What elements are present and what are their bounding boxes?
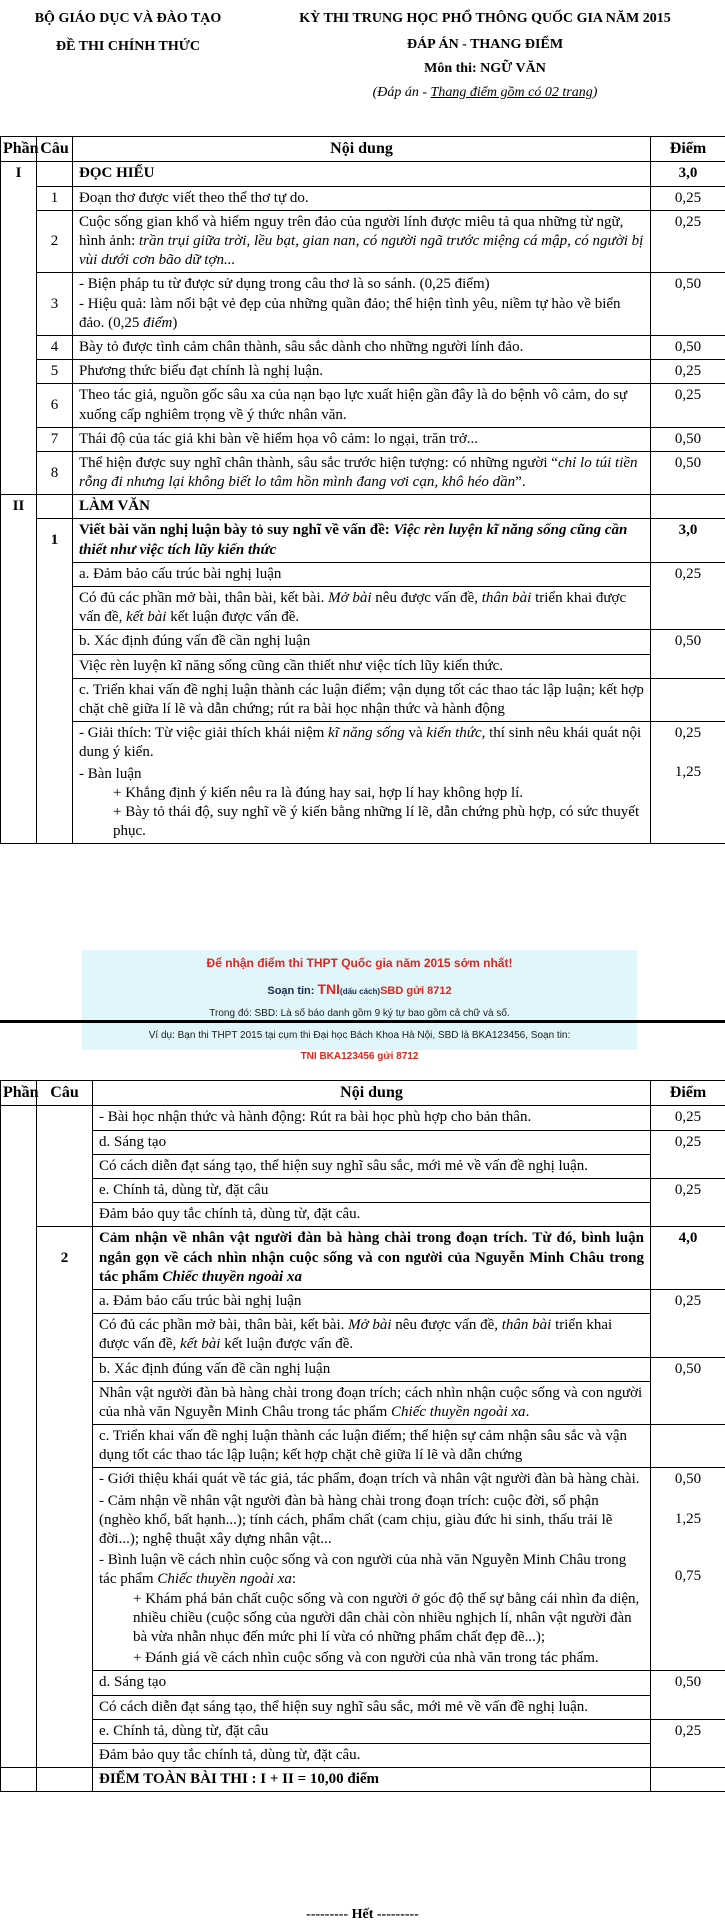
criterion-title: a. Đảm bảo cấu trúc bài nghị luận (93, 1289, 651, 1313)
table-row (1, 210, 725, 273)
table-row (1, 1227, 725, 1290)
promo-headline: Để nhận điểm thi THPT Quốc gia năm 2015 sớm nhất! (206, 956, 513, 970)
question-number: 1 (37, 519, 73, 562)
criterion-points: 0,25 (651, 1289, 725, 1313)
ministry-name: BỘ GIÁO DỤC VÀ ĐÀO TẠO (34, 11, 222, 26)
promo-example: Ví dụ: Bạn thi THPT 2015 tại cụm thi Đại học Bách Khoa Hà Nội, SBD là BKA123456, Soạn tin: (148, 1030, 571, 1042)
criterion-points: 0,25 (651, 1719, 725, 1743)
table-row (1, 1154, 725, 1178)
table-row (1, 519, 725, 562)
answer-points: 0,25 (651, 1106, 725, 1130)
criterion-body: Có cách diễn đạt sáng tạo, thể hiện suy nghĩ sâu sắc, mới mẻ về vấn đề nghị luận. (93, 1154, 651, 1178)
criterion-body: - Giới thiệu khái quát về tác giả, tác phẩm, đoạn trích và nhân vật người đàn bà hàng chài. - Cảm nhận về nhân vật người đàn bà hàng chài trong đoạn trích: cuộc đời, số phận (nghèo khổ, bất hạnh...); tính cách, phẩm chất (cam chịu, giàu đức hi sinh, thấu trải lẽ đời...); nghệ thuật xây dựng nhân vật... - Bình luận về cách nhìn cuộc sống và con người của nhà văn Nguyễn Minh Châu trong tác phẩm Chiếc thuyền ngoài xa: + Khám phá bản chất cuộc sống và con người ở góc độ thế sự bằng cái nhìn đa diện, nhiều chiều (cuộc sống của người dân chài còn nhiều nghịch lí, nhân vật người đàn bà vừa nhẫn nhục đến mức phi lí vừa có những phẩm chất đẹp đẽ...); + Đánh giá về cách nhìn cuộc sống và con người của nhà văn trong tác phẩm. (93, 1468, 651, 1671)
answer-title: ĐÁP ÁN - THANG ĐIỂM (406, 36, 564, 52)
question-number: 2 (37, 1227, 93, 1290)
question-number: 5 (37, 360, 73, 384)
criterion-body: - Giải thích: Từ việc giải thích khái niệm kĩ năng sống và kiến thức, thí sinh nêu khái quát nội dung ý kiến. - Bàn luận + Khẳng định ý kiến nêu ra là đúng hay sai, hợp lí hay không hợp lí. + Bày tỏ thái độ, suy nghĩ về ý kiến bằng những lí lẽ, dẫn chứng phù hợp, có sức thuyết phục. (73, 722, 651, 844)
part-points: 3,0 (651, 162, 725, 186)
part-title: ĐỌC HIỂU (73, 162, 651, 186)
question-number: 8 (37, 451, 73, 494)
criterion-points: 0,50 (651, 630, 725, 654)
question-number: 4 (37, 335, 73, 359)
criterion-points: 0,25 (651, 1179, 725, 1203)
criterion-body: Đảm bảo quy tắc chính tả, dùng từ, đặt câu. (93, 1203, 651, 1227)
answer-text: Thể hiện được suy nghĩ chân thành, sâu sắc trước hiện tượng: có những người “chỉ lo túi tiền rỗng đi nhưng lại không biết lo tâm hồn mình đang vơi cạn, khô héo dần”. (73, 451, 651, 494)
answer-text: Theo tác giả, nguồn gốc sâu xa của nạn bạo lực xuất hiện gần đây là do bệnh vô cảm, do sự xuống cấp nghiêm trọng về ý thức nhân văn. (73, 384, 651, 427)
table-row (1, 1357, 725, 1381)
table-row (1, 1381, 725, 1424)
table-row (1, 1719, 725, 1743)
answer-text: Phương thức biểu đạt chính là nghị luận. (73, 360, 651, 384)
table-row (1, 1695, 725, 1719)
table-row (1, 335, 725, 359)
table-row (1, 1743, 725, 1767)
question-number: 2 (37, 210, 73, 273)
answer-text: Đoạn thơ được viết theo thể thơ tự do. (73, 186, 651, 210)
table-row (1, 722, 725, 844)
answer-points: 0,50 (651, 335, 725, 359)
criterion-title: d. Sáng tạo (93, 1671, 651, 1695)
table-row (1, 562, 725, 586)
criterion-body: Việc rèn luyện kĩ năng sống cũng cần thiết như việc tích lũy kiến thức. (73, 654, 651, 678)
official-label: ĐỀ THI CHÍNH THỨC (55, 39, 201, 54)
col-part: Phần (1, 1081, 37, 1106)
criterion-body: Nhân vật người đàn bà hàng chài trong đoạn trích; cách nhìn nhận cuộc sống và con người của nhà văn Nguyễn Minh Châu trong tác phẩm Chiếc thuyền ngoài xa. (93, 1381, 651, 1424)
promo-explain: Trong đó: SBD: Là số báo danh gồm 9 ký tự bao gồm cả chữ và số. (209, 1008, 510, 1020)
end-marker: --------- Hết --------- (306, 1907, 419, 1922)
criterion-title: b. Xác định đúng vấn đề cần nghị luận (73, 630, 651, 654)
answer-text: - Biện pháp tu từ được sử dụng trong câu thơ là so sánh. (0,25 điểm) - Hiệu quả: làm nổi bật vẻ đẹp của những quần đảo; thể hiện tình yêu, niềm tự hào về biển đảo. (0,25 điểm) (73, 273, 651, 336)
table-row (1, 273, 725, 336)
document-header (0, 0, 725, 125)
answer-points: 0,50 (651, 451, 725, 494)
answer-points: 0,50 (651, 427, 725, 451)
criterion-body: Có cách diễn đạt sáng tạo, thể hiện suy nghĩ sâu sắc, mới mẻ về vấn đề nghị luận. (93, 1695, 651, 1719)
answer-points: 0,25 (651, 210, 725, 273)
criterion-body: Có đủ các phần mở bài, thân bài, kết bài. Mở bài nêu được vấn đề, thân bài triển khai được vấn đề, kết bài kết luận được vấn đề. (73, 587, 651, 630)
answer-table-page2 (0, 1080, 725, 1792)
table-row (1, 1106, 725, 1130)
question-number: 6 (37, 384, 73, 427)
criterion-title: b. Xác định đúng vấn đề cần nghị luận (93, 1357, 651, 1381)
col-part: Phần (1, 137, 37, 162)
sms-promo-banner (82, 950, 637, 1062)
page-note: (Đáp án - Thang điểm gồm có 02 trang) (372, 84, 598, 100)
table-row (1, 384, 725, 427)
criterion-title: d. Sáng tạo (93, 1130, 651, 1154)
part-title: LÀM VĂN (73, 495, 651, 519)
answer-points: 0,25 (651, 360, 725, 384)
col-question: Câu (37, 137, 73, 162)
table-row (1, 427, 725, 451)
col-content: Nội dung (93, 1081, 651, 1106)
answer-text: Cuộc sống gian khổ và hiểm nguy trên đảo của người lính được miêu tả qua những từ ngữ, hình ảnh: trần trụi giữa trời, lều bạt, gian nan, có người ngã trước miệng cá mập, có người bị vùi dưới cơn bão dữ tợn... (73, 210, 651, 273)
answer-text: Bày tỏ được tình cảm chân thành, sâu sắc dành cho những người lính đảo. (73, 335, 651, 359)
criterion-title: c. Triển khai vấn đề nghị luận thành các luận điểm; thể hiện sự cảm nhận sâu sắc và vận dụng tốt các thao tác lập luận; kết hợp chặt chẽ giữa lí lẽ và dẫn chứng (93, 1425, 651, 1468)
exam-title-block (265, 10, 705, 102)
essay-title: Viết bài văn nghị luận bày tỏ suy nghĩ về vấn đề: Việc rèn luyện kĩ năng sống cũng cần thiết như việc tích lũy kiến thức (73, 519, 651, 562)
answer-text: Thái độ của tác giả khi bàn về hiểm họa vô cảm: lo ngại, trăn trở... (73, 427, 651, 451)
part-label: I (1, 162, 37, 186)
criterion-points: 0,50 1,25 0,75 (651, 1468, 725, 1671)
table-header-row (1, 1081, 725, 1106)
question-number: 7 (37, 427, 73, 451)
essay-points: 3,0 (651, 519, 725, 562)
table-row (1, 654, 725, 678)
part-label: II (1, 495, 37, 519)
promo-sms-syntax: Soạn tin: TNI(dấu cách)SBD gửi 8712 (267, 981, 452, 998)
table-row (1, 186, 725, 210)
total-score: ĐIỂM TOÀN BÀI THI : I + II = 10,00 điểm (93, 1768, 651, 1792)
answer-points: 0,50 (651, 273, 725, 336)
criterion-points: 0,50 (651, 1671, 725, 1695)
criterion-title: a. Đảm bảo cấu trúc bài nghị luận (73, 562, 651, 586)
table-row (1, 1130, 725, 1154)
table-header-row (1, 137, 725, 162)
exam-title: KỲ THI TRUNG HỌC PHỔ THÔNG QUỐC GIA NĂM 2015 (299, 11, 671, 26)
table-row (1, 1314, 725, 1357)
essay-title: Cảm nhận về nhân vật người đàn bà hàng chài trong đoạn trích. Từ đó, bình luận ngắn gọn về cách nhìn nhận cuộc sống và con người của Nguyễn Minh Châu trong tác phẩm Chiếc thuyền ngoài xa (93, 1227, 651, 1290)
table-row (1, 1425, 725, 1468)
promo-example-sms: TNI BKA123456 gửi 8712 (300, 1050, 419, 1062)
criterion-body: Có đủ các phần mở bài, thân bài, kết bài. Mở bài nêu được vấn đề, thân bài triển khai được vấn đề, kết bài kết luận được vấn đề. (93, 1314, 651, 1357)
criterion-body: Đảm bảo quy tắc chính tả, dùng từ, đặt câu. (93, 1743, 651, 1767)
answer-points: 0,25 (651, 186, 725, 210)
table-row (1, 1203, 725, 1227)
table-row (1, 1468, 725, 1671)
table-row (1, 587, 725, 630)
criterion-points: 0,25 (651, 562, 725, 586)
table-row (1, 1289, 725, 1313)
criterion-title: e. Chính tả, dùng từ, đặt câu (93, 1719, 651, 1743)
col-content: Nội dung (73, 137, 651, 162)
criterion-points: 0,25 1,25 (651, 722, 725, 844)
table-row (1, 1768, 725, 1792)
table-row (1, 162, 725, 186)
table-row (1, 451, 725, 494)
table-row (1, 360, 725, 384)
col-points: Điểm (651, 137, 725, 162)
essay-points: 4,0 (651, 1227, 725, 1290)
col-points: Điểm (651, 1081, 725, 1106)
table-row (1, 678, 725, 721)
table-row (1, 1671, 725, 1695)
question-number: 3 (37, 273, 73, 336)
table-row (1, 630, 725, 654)
subject-title: Môn thi: NGỮ VĂN (424, 60, 546, 76)
answer-points: 0,25 (651, 384, 725, 427)
page-break-line (0, 1020, 725, 1023)
criterion-title: c. Triển khai vấn đề nghị luận thành các luận điểm; vận dụng tốt các thao tác lập luận; kết hợp chặt chẽ giữa lí lẽ và dẫn chứng; rút ra bài học nhận thức và hành động (73, 678, 651, 721)
answer-text: - Bài học nhận thức và hành động: Rút ra bài học phù hợp cho bản thân. (93, 1106, 651, 1130)
criterion-points: 0,50 (651, 1357, 725, 1381)
criterion-title: e. Chính tả, dùng từ, đặt câu (93, 1179, 651, 1203)
table-row (1, 495, 725, 519)
col-question: Câu (37, 1081, 93, 1106)
table-row (1, 1179, 725, 1203)
answer-table-page1 (0, 136, 725, 844)
criterion-points: 0,25 (651, 1130, 725, 1154)
question-number: 1 (37, 186, 73, 210)
